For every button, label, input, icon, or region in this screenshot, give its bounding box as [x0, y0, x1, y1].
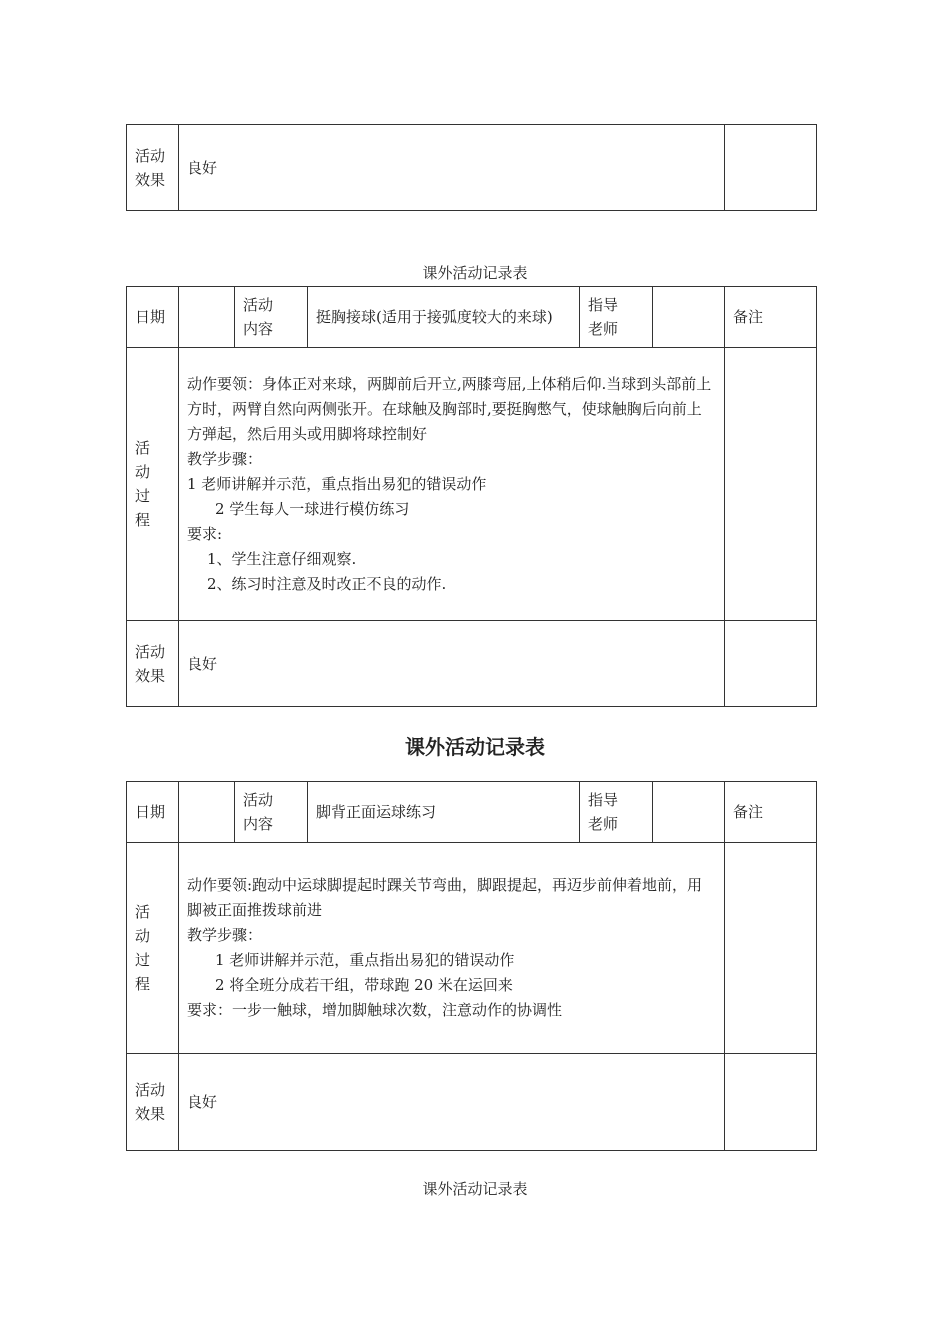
content-value: 脚背正面运球练习 [308, 782, 580, 843]
record-table-2 [126, 286, 817, 707]
effect-value: 良好 [179, 1054, 725, 1151]
content-label: 活动 内容 [235, 782, 308, 843]
process-line: 1、学生注意仔细观察. [207, 549, 357, 568]
teacher-label: 指导 老师 [580, 782, 653, 843]
remark-cell [725, 125, 817, 211]
process-line: 要求：一步一触球，增加脚触球次数，注意动作的协调性 [187, 1001, 563, 1019]
effect-value: 良好 [179, 125, 725, 211]
process-label: 活 动 过 程 [127, 348, 179, 621]
date-value [179, 287, 235, 348]
content-label: 活动 内容 [235, 287, 308, 348]
process-content [179, 348, 725, 621]
record-table-1 [126, 124, 817, 211]
effect-label: 活动 效果 [127, 1054, 179, 1151]
date-label: 日期 [127, 287, 179, 348]
process-line: 要求: [187, 524, 223, 543]
effect-label: 活动 效果 [127, 621, 179, 707]
remark-label: 备注 [725, 287, 817, 348]
record-table-3 [126, 781, 817, 1151]
remark-cell [725, 843, 817, 1054]
process-line: 2、练习时注意及时改正不良的动作. [207, 574, 447, 593]
process-line: 动作要领:跑动中运球脚提起时踝关节弯曲，脚跟提起，再迈步前伸着地前，用脚被正面推拨球前进 [187, 876, 703, 919]
process-content [179, 843, 725, 1054]
table-title: 课外活动记录表 [405, 735, 545, 759]
process-line: 教学步骤： [187, 926, 263, 944]
process-label: 活 动 过 程 [127, 843, 179, 1054]
process-line: 2 学生每人一球进行模仿练习 [215, 499, 410, 518]
teacher-value [653, 782, 725, 843]
date-label: 日期 [127, 782, 179, 843]
teacher-value [653, 287, 725, 348]
process-line: 1 老师讲解并示范，重点指出易犯的错误动作 [215, 951, 515, 969]
effect-label: 活动 效果 [127, 125, 179, 211]
teacher-label: 指导 老师 [580, 287, 653, 348]
footer-title: 课外活动记录表 [422, 1180, 528, 1198]
effect-value: 良好 [179, 621, 725, 707]
process-line: 1 老师讲解并示范，重点指出易犯的错误动作 [187, 474, 487, 493]
remark-label: 备注 [725, 782, 817, 843]
remark-cell [725, 621, 817, 707]
process-line: 教学步骤： [187, 449, 263, 468]
table-title: 课外活动记录表 [422, 264, 528, 282]
remark-cell [725, 348, 817, 621]
date-value [179, 782, 235, 843]
process-line: 动作要领：身体正对来球，两脚前后开立,两膝弯屈,上体稍后仰.当球到头部前上方时，两臂自然向两侧张开。在球触及胸部时,要挺胸憋气，使球触胸后向前上方弹起，然后用头或用脚将球控制好 [187, 374, 712, 443]
content-value: 挺胸接球(适用于接弧度较大的来球) [308, 287, 580, 348]
remark-cell [725, 1054, 817, 1151]
process-line: 2 将全班分成若干组，带球跑 20 米在运回来 [215, 976, 513, 994]
